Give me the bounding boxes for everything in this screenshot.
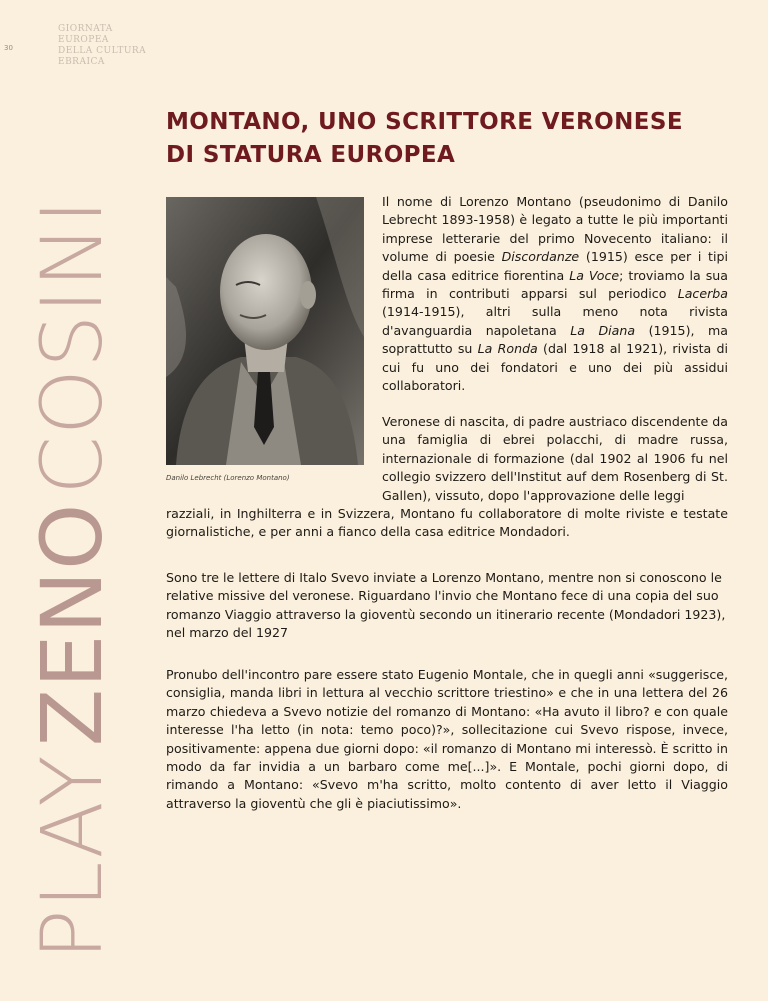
text-run: (1915) esce per i tipi della casa editrice fiorentina	[382, 249, 728, 283]
event-logo	[58, 24, 146, 68]
heading-line-1: MONTANO, UNO SCRITTORE VERONESE	[166, 109, 683, 135]
side-title-zeno: ZENO	[23, 502, 121, 747]
paragraph-1	[382, 193, 728, 395]
text-run: (1914-1915), altri sulla meno nota rivista d'avanguardia napoletana	[382, 304, 728, 338]
logo-line: DELLA CULTURA	[58, 46, 147, 56]
logo-line: EUROPEA	[58, 35, 109, 45]
side-title-cosini: COSINI	[23, 198, 121, 495]
article-heading	[166, 106, 726, 172]
page-number: 30	[4, 44, 13, 52]
photo-caption: Danilo Lebrecht (Lorenzo Montano)	[166, 474, 290, 482]
italic-title: Discordanze	[501, 249, 580, 265]
portrait-photo	[166, 197, 364, 465]
text-run: (dal 1918 al 1921), rivista di cui fu uno dei fondatori e uno dei più assidui collaboratori.	[382, 341, 728, 394]
side-title-play: PLAY	[23, 754, 121, 960]
paragraph-2: Veronese di nascita, di padre austriaco discendente da una famiglia di ebrei polacchi, di madre russa, internazionale di formazione (dal 1902 al 1906 fu nel collegio svizzero dell'Institut auf dem Rosenberg di St. Gallen), vissuto, dopo l'approvazione delle leggi	[382, 414, 728, 503]
italic-title: Lacerba	[677, 286, 728, 302]
logo-line: GIORNATA	[58, 24, 113, 34]
italic-title: La Ronda	[477, 341, 538, 357]
italic-title: La Voce	[569, 267, 620, 283]
portrait-illustration	[166, 197, 364, 465]
text-run: Il nome di Lorenzo Montano (pseudonimo di Danilo Lebrecht 1893-1958) è legato a tutte le più importanti imprese letterarie del primo Novecento italiano: il volume di poesie	[382, 194, 728, 265]
italic-title: La Diana	[570, 322, 636, 338]
paragraph-2-continued: razziali, in Inghilterra e in Svizzera, Montano fu collaboratore di molte riviste e testate giornalistiche, e per anni a fianco della casa editrice Mondadori.	[166, 506, 728, 540]
section-side-title	[23, 198, 121, 960]
text-run: ; troviamo la sua firma in contributi apparsi sul periodico	[382, 267, 728, 302]
text-run: (1915), ma soprattutto su	[382, 322, 728, 357]
heading-line-2: DI STATURA EUROPEA	[166, 142, 456, 168]
logo-line: EBRAICA	[58, 57, 105, 67]
paragraph-4: Pronubo dell'incontro pare essere stato Eugenio Montale, che in quegli anni «suggerisce, consiglia, manda libri in lettura al vecchio scrittore triestino» e che in una lettera del 26 marzo chiedeva a Svevo notizie del romanzo di Montano: «Ha avuto il libro? e con quale interesse l'ha letto (in nota: temo poco)?», sollecitazione cui Svevo rispose, invece, positivamente: appena due giorni dopo: «il romanzo di Montano mi interessò. È scritto in modo da far invidia a un barbaro come me[...]». E Montale, pochi giorni dopo, di rimando a Montano: «Svevo m'ha scritto, molto contento di aver letto il Viaggio attraverso la gioventù che gli è piaciutissimo».	[166, 667, 728, 811]
paragraph-3: Sono tre le lettere di Italo Svevo inviate a Lorenzo Montano, mentre non si conoscono le relative missive del veronese. Riguardano l'invio che Montano fece di una copia del suo romanzo Viaggio attraverso la gioventù secondo un itinerario recente (Mondadori 1923), nel marzo del 1927	[166, 570, 726, 641]
